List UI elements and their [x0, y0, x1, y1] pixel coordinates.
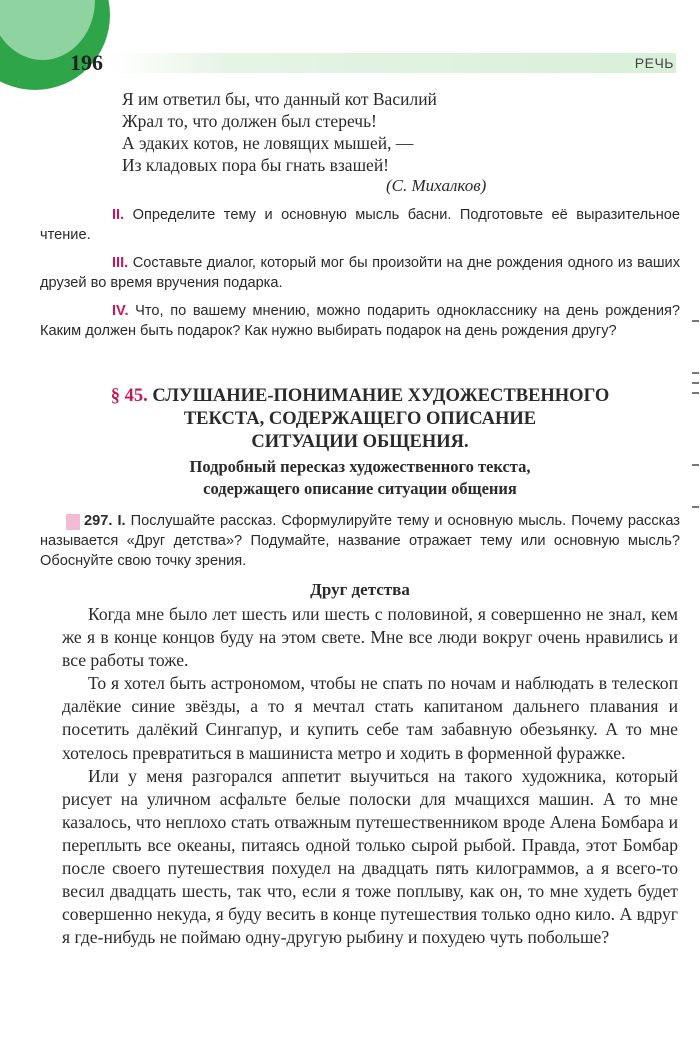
- exercise-297: [40, 511, 680, 571]
- poem-line: Жрал то, что должен был стеречь!: [122, 111, 377, 131]
- paragraph-title-line: СЛУШАНИЕ-ПОНИМАНИЕ ХУДОЖЕСТВЕННОГО: [152, 386, 610, 406]
- paragraph-title-line: СИТУАЦИИ ОБЩЕНИЯ.: [251, 432, 469, 452]
- task-text: Определите тему и основную мысль басни. Подготовьте её выразительное чтение.: [40, 207, 680, 243]
- exercise-number: 297.: [84, 513, 113, 529]
- task-numeral: III.: [112, 255, 129, 271]
- task-numeral: II.: [112, 207, 125, 223]
- story-title: Друг детства: [310, 580, 410, 599]
- edge-mark: [692, 320, 699, 322]
- exercise-text: Послушайте рассказ. Сформулируйте тему и основную мысль. Почему рассказ называется «Друг детства»? Подумайте, название отражает тему или основную мысль? Обоснуйте свою точку зрения.: [40, 513, 680, 569]
- story-paragraph: То я хотел быть астрономом, чтобы не спать по ночам и наблюдать в телескоп далёкие синие звёзды, а то я мечтал стать капитаном дальнего плавания и посетить далёкий Сингапур, и купить себе там забавную обезьянку. А то мне хотелось превратиться в машиниста метро и ходить в форменной фуражке.: [62, 673, 678, 763]
- paragraph-number: § 45.: [110, 386, 148, 406]
- edge-mark: [692, 372, 699, 374]
- task-iii: [40, 253, 680, 293]
- task-text: Что, по вашему мнению, можно подарить однокласснику на день рождения? Каким должен быть подарок? Как нужно выбирать подарок на день рождения другу?: [40, 303, 680, 339]
- story-text: [62, 603, 678, 949]
- paragraph-title: [40, 385, 680, 454]
- poem-line: Я им ответил бы, что данный кот Василий: [122, 89, 437, 109]
- poem-line: А эдаких котов, не ловящих мышей, —: [122, 133, 414, 153]
- task-ii: [40, 205, 680, 245]
- section-name: РЕЧЬ: [634, 55, 674, 71]
- paragraph-title-line: ТЕКСТА, СОДЕРЖАЩЕГО ОПИСАНИЕ: [183, 409, 537, 429]
- edge-mark: [692, 506, 699, 508]
- task-numeral: IV.: [112, 303, 129, 319]
- poem-line: Из кладовых пора бы гнать взашей!: [122, 155, 390, 175]
- task-iv: [40, 301, 680, 341]
- task-text: Составьте диалог, который мог бы произойти на дне рождения одного из ваших друзей во время вручения подарка.: [40, 255, 680, 291]
- poem-author: (С. Михалков): [386, 176, 487, 195]
- page-number: 196: [70, 50, 103, 75]
- edge-marks: [692, 320, 700, 516]
- exercise-numeral: I.: [117, 513, 126, 529]
- edge-mark: [692, 392, 699, 394]
- paragraph-subtitle-line: содержащего описание ситуации общения: [203, 479, 517, 498]
- edge-mark: [692, 464, 699, 466]
- paragraph-subtitle-line: Подробный пересказ художественного текста,: [189, 457, 531, 476]
- header-bar: [110, 53, 676, 73]
- poem: [122, 88, 437, 176]
- edge-mark: [692, 382, 699, 384]
- story-paragraph: Когда мне было лет шесть или шесть с половиной, я совершенно не знал, кем же я в конце концов буду на этом свете. Мне все люди вокруг очень нравились и все работы тоже.: [62, 604, 678, 671]
- story-paragraph: Или у меня разгорался аппетит выучиться на такого художника, который рисует на уличном асфальте белые полоски для мчащихся машин. А то мне казалось, что неплохо стать отважным путешественником вроде Алена Бомбара и переплыть все океаны, питаясь одной только сырой рыбой. Правда, этот Бомбар после своего путешествия похудел на двадцать пять килограммов, а я всего-то весил двадцать шесть, так что, если я тоже поплыву, как он, то мне худеть будет совершенно некуда, я буду весить в конце путешествия только одно кило. А вдруг я где-нибудь не поймаю одну-другую рыбину и похудею чуть побольше?: [62, 765, 678, 948]
- paragraph-subtitle: [40, 456, 680, 500]
